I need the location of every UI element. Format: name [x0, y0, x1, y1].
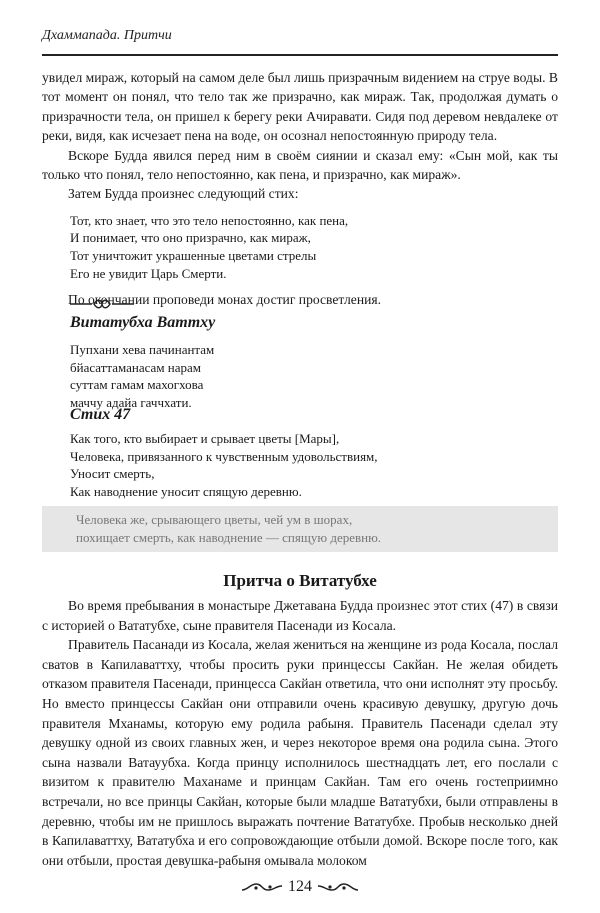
section-ornament-icon — [70, 298, 134, 310]
pali-line: суттам гамам махогхова — [70, 377, 204, 393]
paragraph: Вскоре Будда явился перед ним в своём сиянии и сказал ему: «Сын мой, как ты только что понял, тело непостоянно, как пена, и призрачно, как мираж». — [42, 147, 558, 183]
paragraph: По окончании проповеди монах достиг просветления. — [68, 292, 382, 308]
pali-line: Пупхани хева пачинантам — [70, 342, 215, 357]
pali-line: бйасаттаманасам нарам — [70, 359, 202, 375]
verse-block — [70, 212, 558, 282]
verse-line: Человека, привязанного к чувственным удовольствиям, — [70, 448, 378, 464]
footer-ornament-right-icon — [316, 881, 360, 893]
pali-line: маччу адайа гаччхати. — [70, 394, 192, 410]
verse-line: Тот, кто знает, что это тело непостоянно, как пена, — [70, 212, 349, 228]
header-rule — [42, 54, 558, 56]
paragraph: увидел мираж, который на самом деле был лишь призрачным видением на струе воды. В тот момент он понял, что тело так же призрачно, как мираж. Так, продолжая думать о призрачности тела, он пришел к берегу реки Ачиравати. Сидя под деревом невдалеке от реки, видя, как исчезает пена на воде, он осознал непостоянную природу тела. — [42, 70, 558, 144]
page-number: 124 — [288, 878, 312, 895]
verse-line: Как наводнение уносит спящую деревню. — [70, 483, 302, 499]
quote-line: похищает смерть, как наводнение — спящую деревню. — [76, 530, 382, 545]
top-text-block — [42, 68, 558, 310]
pali-verse — [70, 341, 214, 411]
paragraph: Во время пребывания в монастыре Джетавана Будда произнес этот стих (47) в связи с историей о Вататубхе, сыне правителя Пасенади из Косала. — [42, 598, 558, 633]
stanza-title: Стих 47 — [70, 406, 131, 423]
quote-text — [76, 511, 381, 547]
verse-line: Уносит смерть, — [70, 466, 155, 482]
verse-line: Как того, кто выбирает и срывает цветы [Мары], — [70, 431, 340, 446]
parable-title: Притча о Витатубхе — [223, 571, 377, 590]
footer-ornament-left-icon — [240, 881, 284, 893]
verse-line: И понимает, что оно призрачно, как мираж, — [70, 230, 311, 246]
verse-line: Тот уничтожит украшенные цветами стрелы — [70, 248, 317, 264]
paragraph: Затем Будда произнес следующий стих: — [68, 186, 299, 202]
verse-line: Его не увидит Царь Смерти. — [70, 265, 227, 281]
section-title: Витатубха Ваттху — [70, 314, 216, 331]
parable-text — [42, 596, 558, 870]
page-footer — [0, 878, 600, 896]
running-header: Дхаммапада. Притчи — [42, 28, 172, 43]
paragraph: Правитель Пасанади из Косала, желая жениться на женщине из рода Косала, послал сватов в Капилаваттху, чтобы просить руки принцессы Сакйан. Не желая обидеть отказом правителя Пасенади, принцесса Сакйан ответила, что они исполнят эту просьбу. Но вместо принцессы Сакйан они отправили очень красивую девушку, другую дочь правителя Мханамы, которую ему родила рабыня. Правитель Пасенади сделал эту девушку одной из своих главных жен, и через некоторое время она родила сына. Этого сына назвали Ватауубха. Когда принцу исполнилось шестнадцать лет, его послали с визитом к правителю Маханаме и принцам Сакйан. Там его очень гостеприимно встречали, но все принцы Сакйан, которые были младше Вататубхи, были отправлены в деревню, чтобы им не пришлось выражать почтение Вататубхе. Пробыв несколько дней в Капилаваттху, Вататубха и его сопровождающие отбыли домой. Вскоре после того, как они отбыли, простая девушка-рабыня омывала молоком — [42, 637, 558, 868]
quote-line: Человека же, срывающего цветы, чей ум в шорах, — [76, 512, 353, 527]
translated-verse — [70, 430, 378, 500]
